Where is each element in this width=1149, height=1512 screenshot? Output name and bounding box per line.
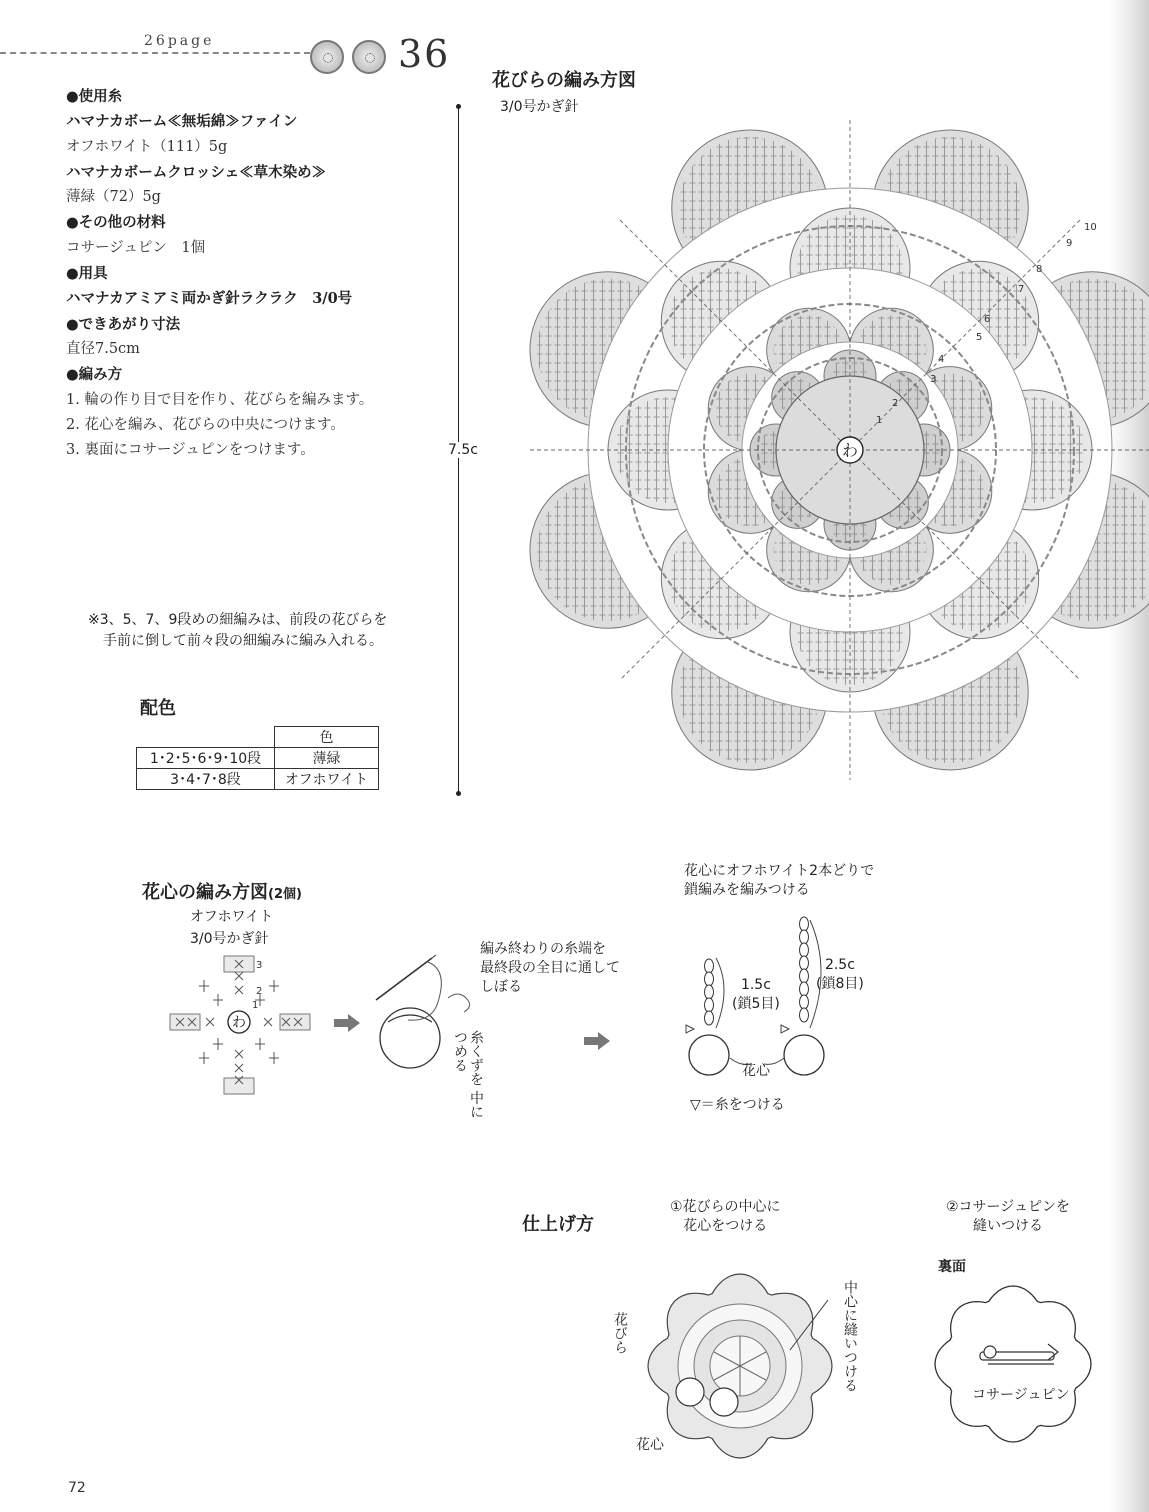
petal-crochet-chart [490, 100, 1140, 800]
long-chain-length: 2.5c [824, 957, 855, 973]
single-crochet-mark [235, 1050, 243, 1058]
color-table [136, 726, 379, 790]
back-side-label: 裏面 [938, 1259, 966, 1275]
note-line: 手前に倒して前々段の細編みに編み入れる。 [103, 633, 383, 649]
round-label: 2 [892, 398, 899, 409]
page-number: 72 [68, 1480, 86, 1496]
short-chain-label [732, 976, 780, 1014]
center-chart-yarn: オフホワイト [190, 909, 274, 925]
header-dashed-line [0, 52, 310, 54]
single-crochet-mark [206, 1018, 214, 1026]
round-label: 3 [256, 960, 263, 971]
stuffing-note-line: 糸くずを [468, 1030, 484, 1086]
button-icon [352, 40, 386, 74]
pin-label: コサージュピン [972, 1387, 1070, 1403]
button-icon [310, 40, 344, 74]
stitch-mark [199, 1052, 209, 1064]
center-chart-title-text: 花心の編み方図 [142, 882, 268, 903]
yarn2-detail: 薄緑（72）5g [66, 189, 161, 206]
center-label: 花心 [636, 1437, 664, 1453]
page-reference: 26page [144, 33, 215, 49]
long-chain-count: (鎖8目) [816, 976, 864, 992]
finished-flower-back [928, 1284, 1098, 1454]
table-cell-rounds: 3･4･7･8段 [137, 769, 275, 790]
finishing-step1-line: ①花びらの中心に [670, 1199, 781, 1215]
round-label: 1 [876, 415, 883, 426]
other-heading: ●その他の材料 [66, 214, 166, 232]
center-ring-label: わ [232, 1015, 246, 1031]
step3-line: 鎖編みを編みつける [684, 882, 810, 898]
petal-label: 花びら [612, 1312, 628, 1354]
short-chain-length: 1.5c [740, 977, 771, 993]
chain-stitch [800, 956, 809, 970]
yarn2-name: ハマナカボームクロッシェ≪草木染め≫ [66, 163, 327, 181]
round-label: 8 [1036, 264, 1043, 275]
single-crochet-mark [235, 986, 243, 994]
note-line: ※3、5、7、9段めの細編みは、前段の花びらを [88, 612, 388, 628]
attach-yarn-legend: ▽＝糸をつける [690, 1097, 785, 1113]
chain-stitch [800, 995, 809, 1009]
finishing-step2-line: ②コサージュピンを [946, 1199, 1070, 1215]
round-label: 10 [1084, 222, 1097, 233]
table-row [137, 748, 379, 769]
chain-attachment-illustration [680, 910, 880, 1090]
stitch-mark [213, 994, 223, 1006]
chain-stitch [800, 930, 809, 944]
stuffing-note [452, 1030, 484, 1120]
round-label: 7 [1018, 284, 1025, 295]
size-detail: 直径7.5cm [66, 340, 140, 357]
table-header: 色 [275, 727, 379, 748]
yarn1-name: ハマナカボーム≪無垢綿≫ファイン [66, 113, 298, 131]
table-cell-color: オフホワイト [275, 769, 379, 790]
center-crochet-chart [160, 950, 320, 1100]
other-detail: コサージュピン 1個 [66, 239, 206, 256]
color-table-title: 配色 [140, 698, 176, 719]
step3-line: 花心にオフホワイト2本どりで [684, 863, 875, 879]
step3-text [684, 862, 874, 900]
chain-stitch [705, 998, 714, 1012]
method-heading: ●編み方 [66, 366, 123, 384]
arrow-right-icon [334, 1014, 360, 1032]
method-step: 2. 花心を編み、花びらの中央につけます。 [66, 416, 345, 433]
yarn-heading: ●使用糸 [66, 88, 123, 105]
single-crochet-mark [235, 972, 243, 980]
round-label: 3 [930, 374, 937, 385]
center-chart-hook: 3/0号かぎ針 [190, 931, 269, 947]
tools-heading: ●用具 [66, 265, 108, 283]
center-ball-label: 花心 [742, 1063, 770, 1079]
round-label: 2 [256, 986, 263, 997]
step2-line: しぼる [480, 979, 522, 995]
petal-chart-hook: 3/0号かぎ針 [500, 99, 579, 115]
petal-chart-title: 花びらの編み方図 [492, 70, 636, 91]
round-label: 4 [938, 354, 945, 365]
chain-stitch [705, 1011, 714, 1025]
round-label: 5 [976, 332, 983, 343]
table-row [137, 769, 379, 790]
stuffing-note-line: 中につめる [452, 1030, 484, 1119]
method-step: 3. 裏面にコサージュピンをつけます。 [66, 442, 315, 459]
note [88, 610, 387, 652]
long-chain-label [816, 956, 864, 994]
chain-stitch [705, 959, 714, 973]
chain-stitch [800, 969, 809, 983]
round-label: 9 [1066, 238, 1073, 249]
chain-stitch [800, 917, 809, 931]
table-corner [137, 727, 275, 748]
round-label: 1 [252, 1000, 259, 1011]
step2-line: 最終段の全目に通して [480, 960, 620, 976]
sew-center-label: 中心に縫いつける [842, 1280, 858, 1392]
round-label: 6 [984, 314, 991, 325]
step2-text [480, 940, 620, 997]
finishing-step1 [670, 1198, 781, 1236]
method-step: 1. 輪の作り目で目を作り、花びらを編みます。 [66, 391, 374, 408]
table-cell-rounds: 1･2･5･6･9･10段 [137, 748, 275, 769]
stitch-mark [269, 980, 279, 992]
finished-flower-front [640, 1270, 840, 1470]
arrow-right-icon [584, 1032, 610, 1050]
stitch-mark [255, 1038, 265, 1050]
size-heading: ●できあがり寸法 [66, 315, 181, 333]
chain-stitch [800, 982, 809, 996]
stitch-mark [213, 1038, 223, 1050]
chain-stitch [705, 972, 714, 986]
center-chart-count: (2個) [268, 887, 302, 902]
magic-ring-label: わ [841, 441, 859, 460]
finishing-step2-line: 縫いつける [973, 1218, 1043, 1234]
step2-line: 編み終わりの糸端を [480, 941, 606, 957]
yarn1-detail: オフホワイト（111）5g [66, 138, 228, 155]
center-chart-title [142, 878, 302, 904]
single-crochet-mark [264, 1018, 272, 1026]
table-cell-color: 薄緑 [275, 748, 379, 769]
diameter-label: 7.5c [448, 442, 478, 458]
stitch-mark [269, 1052, 279, 1064]
tools-detail: ハマナカアミアミ両かぎ針ラクラク 3/0号 [66, 290, 353, 308]
materials-block [66, 84, 373, 463]
chain-stitch [705, 985, 714, 999]
pattern-number: 36 [398, 32, 451, 76]
finishing-title: 仕上げ方 [522, 1214, 594, 1235]
stitch-mark [199, 980, 209, 992]
dimension-end-dot [456, 104, 461, 109]
dimension-end-dot [456, 791, 461, 796]
chain-stitch [800, 1008, 809, 1022]
finishing-step1-line: 花心をつける [683, 1218, 768, 1234]
chain-stitch [800, 943, 809, 957]
short-chain-count: (鎖5目) [732, 996, 780, 1012]
single-crochet-mark [235, 1064, 243, 1072]
finishing-step2 [946, 1198, 1070, 1236]
